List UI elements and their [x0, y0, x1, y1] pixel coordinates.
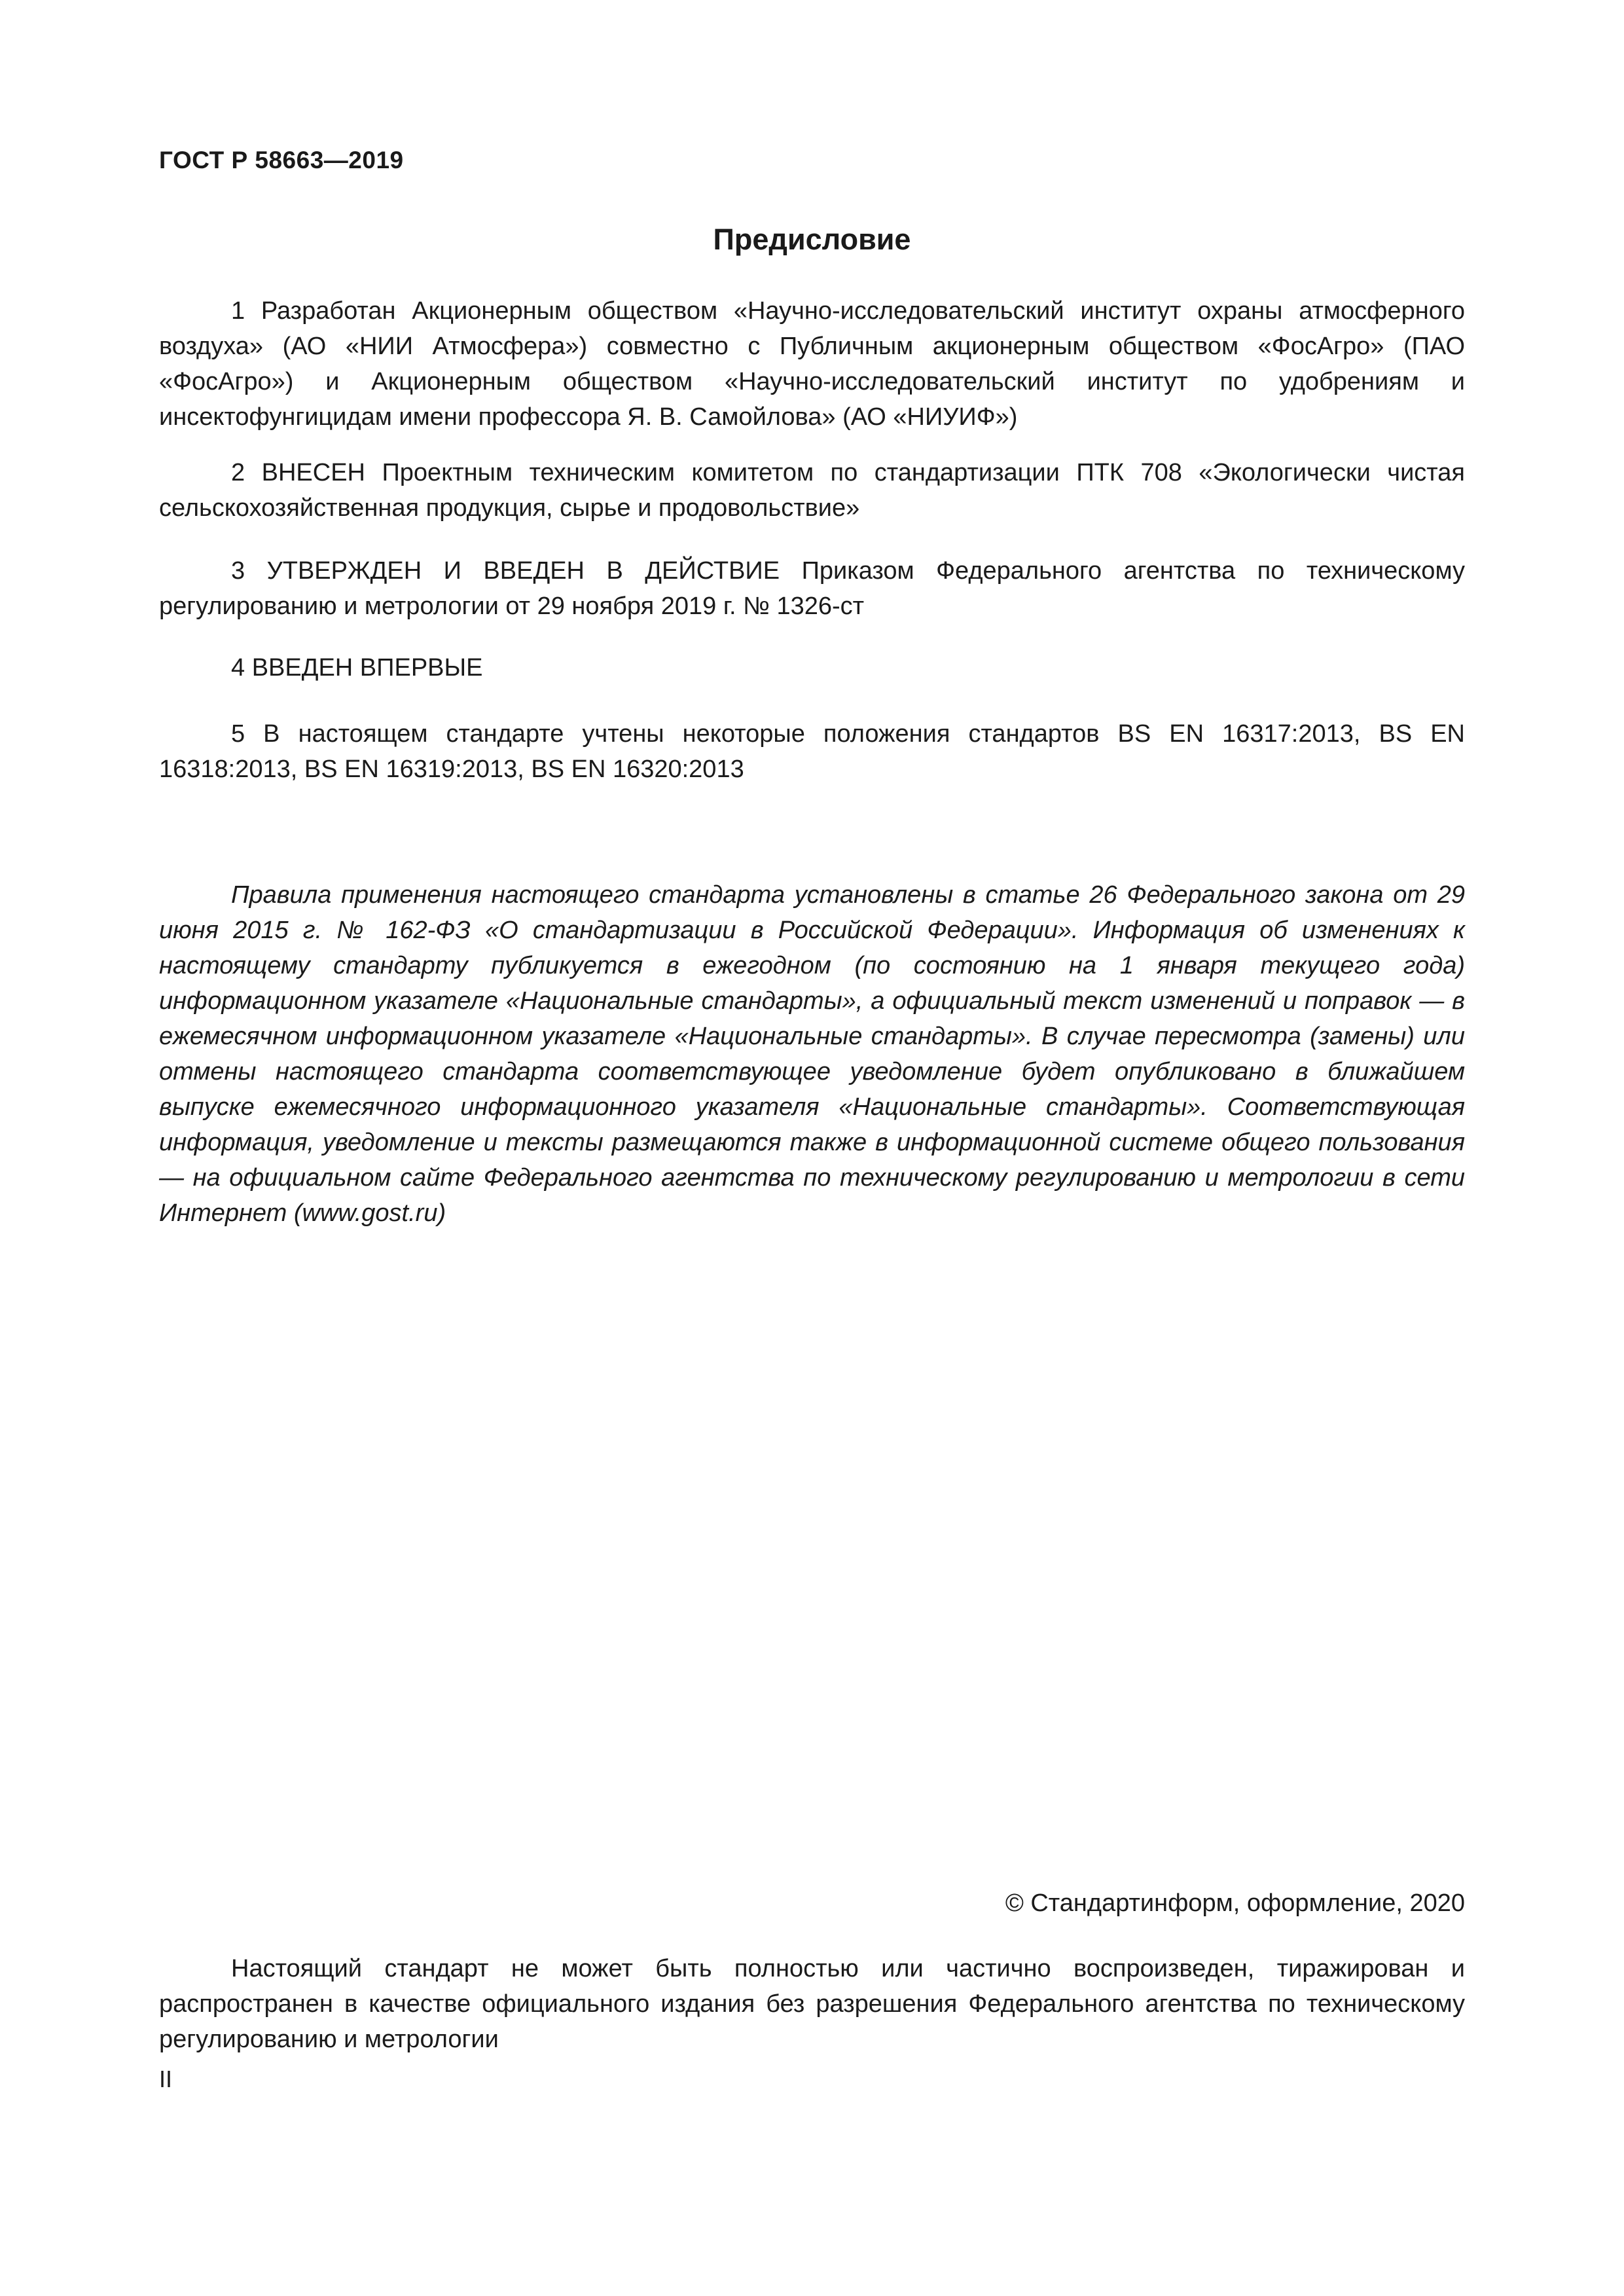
document-code: ГОСТ Р 58663—2019: [159, 147, 404, 173]
foreword-item-4: 4 ВВЕДЕН ВПЕРВЫЕ: [231, 654, 483, 682]
foreword-item-3: 3 УТВЕРЖДЕН И ВВЕДЕН В ДЕЙСТВИЕ Приказом Федерального агентства по техническому регулированию и метрологии от 29 ноября 2019 г. № 1326-ст: [159, 557, 1465, 620]
standard-application-notice: Правила применения настоящего стандарта установлены в статье 26 Федерального закона от 29 июня 2015 г. № 162-ФЗ «О стандартизации в Российской Федерации». Информация об изменениях к настоящему стандарту публикуется в ежегодном (по состоянию на 1 января текущего года) информационном указателе «Национальные стандарты», а официальный текст изменений и поправок — в ежемесячном информационном указателе «Национальные стандарты». В случае пересмотра (замены) или отмены настоящего стандарта соответствующее уведомление будет опубликовано в ближайшем выпуске ежемесячного информационного указателя «Национальные стандарты». Соответствующая информация, уведомление и тексты размещаются также в информационной системе общего пользования — на официальном сайте Федерального агентства по техническому регулированию и метрологии в сети Интернет (www.gost.ru): [159, 881, 1465, 1227]
copyright-line: © Стандартинформ, оформление, 2020: [1005, 1889, 1465, 1917]
page-number: II: [159, 2066, 173, 2092]
foreword-item-5: 5 В настоящем стандарте учтены некоторые положения стандартов BS EN 16317:2013, BS EN 16318:2013, BS EN 16319:2013, BS EN 16320:2013: [159, 720, 1465, 783]
page-title: Предисловие: [713, 223, 911, 256]
foreword-item-1: 1 Разработан Акционерным обществом «Научно-исследовательский институт охраны атмосферного воздуха» (АО «НИИ Атмосфера») совместно с Публичным акционерным обществом «ФосАгро» (ПАО «ФосАгро») и Акционерным обществом «Научно-исследовательский институт по удобрениям и инсектофунгицидам имени профессора Я. В. Самойлова» (АО «НИУИФ»): [159, 297, 1465, 431]
reproduction-notice: Настоящий стандарт не может быть полностью или частично воспроизведен, тиражирован и распространен в качестве официального издания без разрешения Федерального агентства по техническому регулированию и метрологии: [159, 1955, 1465, 2053]
foreword-item-2: 2 ВНЕСЕН Проектным техническим комитетом по стандартизации ПТК 708 «Экологически чистая сельскохозяйственная продукция, сырье и продовольствие»: [159, 459, 1465, 522]
